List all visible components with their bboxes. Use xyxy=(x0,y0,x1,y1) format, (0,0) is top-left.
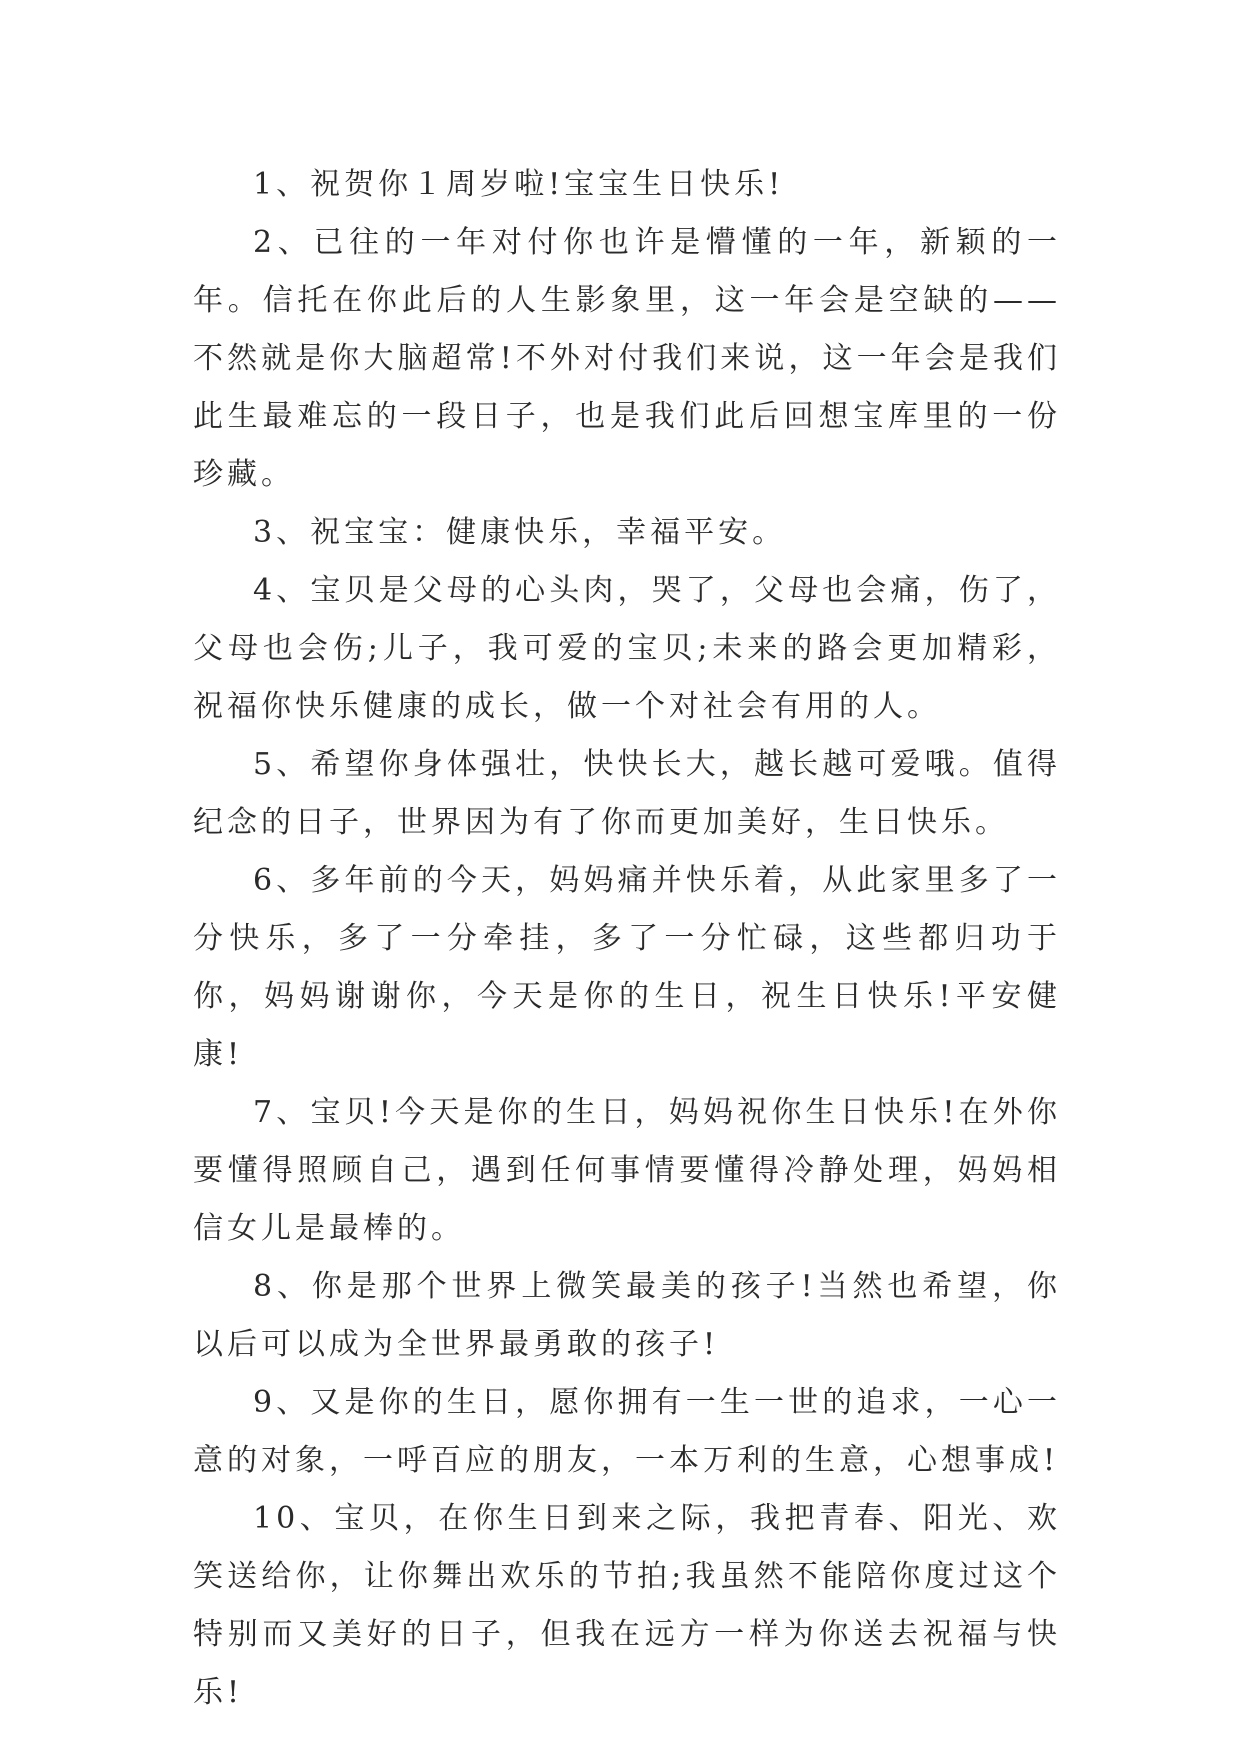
paragraph-4: 4、宝贝是父母的心头肉，哭了，父母也会痛，伤了，父母也会伤;儿子，我可爱的宝贝;未来的路会更加精彩，祝福你快乐健康的成长，做一个对社会有用的人。 xyxy=(193,573,1061,724)
paragraph-3: 3、祝宝宝：健康快乐，幸福平安。 xyxy=(253,515,787,550)
paragraph-7: 7、宝贝!今天是你的生日，妈妈祝你生日快乐!在外你要懂得照顾自己，遇到任何事情要懂得冷静处理，妈妈相信女儿是最棒的。 xyxy=(193,1095,1061,1246)
paragraph-6: 6、多年前的今天，妈妈痛并快乐着，从此家里多了一分快乐，多了一分牵挂，多了一分忙碌，这些都归功于你，妈妈谢谢你，今天是你的生日，祝生日快乐!平安健康! xyxy=(193,863,1061,1072)
paragraph-10: 10、宝贝，在你生日到来之际，我把青春、阳光、欢笑送给你，让你舞出欢乐的节拍;我虽然不能陪你度过这个特别而又美好的日子，但我在远方一样为你送去祝福与快乐! xyxy=(193,1501,1061,1710)
paragraph-2: 2、已往的一年对付你也许是懵懂的一年，新颖的一年。信托在你此后的人生影象里，这一年会是空缺的——不然就是你大脑超常!不外对付我们来说，这一年会是我们此生最难忘的一段日子，也是我们此后回想宝库里的一份珍藏。 xyxy=(193,225,1061,492)
paragraph-1: 1、祝贺你１周岁啦!宝宝生日快乐! xyxy=(253,167,785,202)
document-body xyxy=(193,156,1061,1722)
paragraph-5: 5、希望你身体强壮，快快长大，越长越可爱哦。值得纪念的日子，世界因为有了你而更加美好，生日快乐。 xyxy=(193,747,1061,840)
paragraph-9: 9、又是你的生日，愿你拥有一生一世的追求，一心一意的对象，一呼百应的朋友，一本万利的生意，心想事成! xyxy=(193,1385,1061,1478)
paragraph-8: 8、你是那个世界上微笑最美的孩子!当然也希望，你以后可以成为全世界最勇敢的孩子! xyxy=(193,1269,1061,1362)
